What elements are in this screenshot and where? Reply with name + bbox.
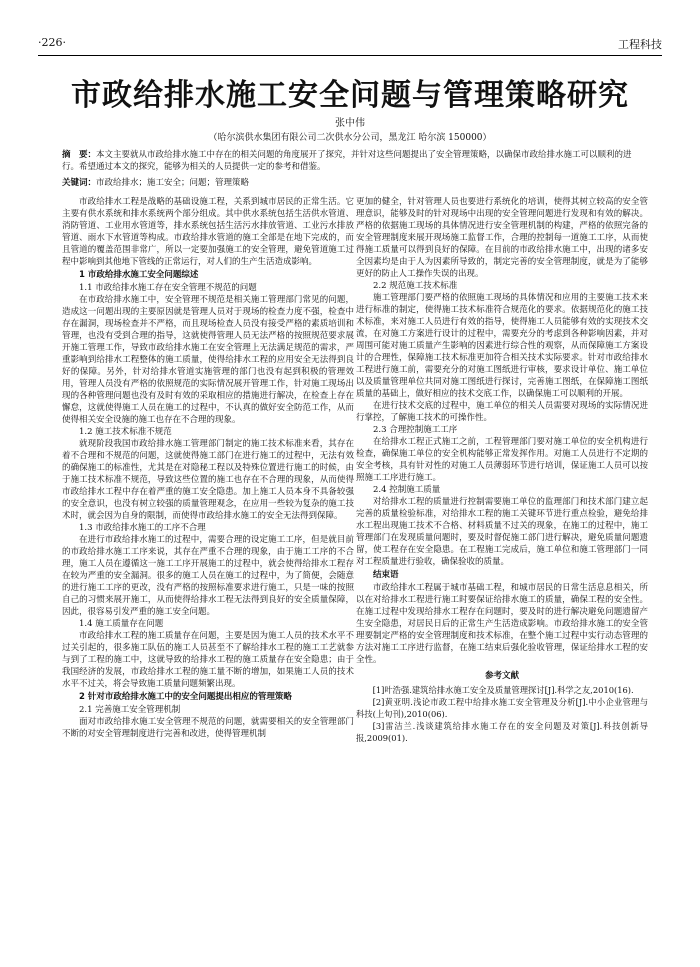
references-list bbox=[356, 684, 648, 744]
paragraph: 市政给排水工程是战略的基础设施工程，关系到城市居民的正常生活。它主要有供水系统和排水系统两个部分组成。其中供水系统包括生活供水管道、消防管道、工业用水管道等，排水系统包括生活污水排放管道、工业污水排放管道、雨水下水管道等构成。市政给排水管道的施工全部是在地下完成的，而且管道的覆盖范围非常广，所以一定要加强施工的安全管理，避免管道施工过程中影响到其他地下管线的正常运行，对人们的生产生活造成影响。 bbox=[62, 197, 354, 267]
keywords bbox=[62, 176, 638, 188]
paragraph: 面对市政给排水施工安全管理不规范的问题，就需要相关的安全管理部门不断的对安全管理制度进行完善和改进，使得管理机制 bbox=[62, 717, 354, 739]
keywords-label: 关键词： bbox=[62, 178, 97, 188]
paragraph: 对给排水工程的质量进行控制需要施工单位的监理部门和技术部门建立起完善的质量检验标准，对给排水工程的施工关键环节进行重点检验，避免给排水工程出现施工技术不合格、材料质量不过关的现象，在施工的过程中，施工管理部门在发现质量问题时，要及时督促施工部门进行解决，避免质量问题遗留，使工程存在安全隐患。在工程施工完成后，施工单位和施工管理部门一同对工程质量进行验收，确保验收的质量。 bbox=[356, 497, 648, 567]
header-rule bbox=[38, 55, 662, 56]
paragraph: 施工管理部门要严格的依照施工现场的具体情况和应用的主要施工技术来进行标准的制定，使得施工技术标准符合规范化的要求。依据规范化的施工技术标准，来对施工人员进行有效的指导，使得施工人员能够有效的实现技术交流，在对施工方案进行设计的过程中，需要充分的考虑到各种影响因素，并对周围可能对施工质量产生影响的因素进行综合性的观察，从而保障施工方案设计的合理性，保障施工技术标准更加符合相关技术实际要求。针对市政给排水工程进行施工前，需要充分的对施工图纸进行审核，要求设计单位、施工单位以及质量管理单位共同对施工图纸进行探讨，完善施工图纸，在保障施工图纸质量的基础上，做好相应的技术交底工作，以确保施工可以顺利的开展。 bbox=[356, 293, 648, 399]
affiliation: （哈尔滨供水集团有限公司二次供水分公司，黑龙江 哈尔滨 150000） bbox=[208, 133, 492, 143]
abstract-text: 本文主要就从市政给排水施工中存在的相关问题的角度展开了探究，并针对这些问题提出了安全管理策略，以确保市政给排水施工可以顺利的进行。希望通过本文的探究，能够为相关的人员提供一定的参考和借鉴。 bbox=[62, 150, 632, 172]
journal-section: 工程科技 bbox=[618, 38, 662, 51]
section-heading: 1.1 市政给排水施工存在安全管理不规范的问题 bbox=[79, 283, 257, 293]
reference-item: [1]叶浩强.建筑给排水施工安全及质量管理探讨[J].科学之友,2010(16). bbox=[372, 685, 634, 695]
section-heading: 结束语 bbox=[373, 570, 399, 580]
section-heading: 1.2 施工技术标准不规范 bbox=[79, 427, 172, 437]
paragraph: 在给排水工程正式施工之前，工程管理部门要对施工单位的安全机构进行检查，确保施工单位的安全机构能够正常发挥作用。对施工人员进行不定期的安全考核，具有针对性的对施工人员薄弱环节进行培训，保证施工人员可以按照施工工序进行施工。 bbox=[356, 437, 648, 483]
section-heading: 2.1 完善施工安全管理机制 bbox=[79, 705, 181, 715]
page-number: ·226· bbox=[38, 36, 66, 49]
running-header bbox=[38, 36, 662, 52]
section-heading: 1.3 市政给排水施工的工序不合理 bbox=[79, 523, 206, 533]
section-heading: 2 针对市政给排水施工中的安全问题提出相应的管理策略 bbox=[79, 692, 292, 702]
abstract bbox=[62, 149, 638, 173]
paragraph: 更加的健全，针对管理人员也要进行系统化的培训，使得其树立较高的安全管理意识，能够及时的针对现场中出现的安全管理问题进行发现和有效的解决。严格的依据施工现场的具体情况进行安全管理机制的构建，严格的依照完备的安全管理制度来展开现场施工监督工作，合理的控制每一道施工工序，从而使得施工质量可以得到良好的保障。在目前的市政给排水施工中，出现的诸多安全因素均是由于人为因素所导致的，制定完善的安全管理制度，就是为了能够更好的防止人工操作失误的出现。 bbox=[356, 197, 648, 279]
left-column bbox=[62, 196, 354, 740]
section-heading: 2.2 规范施工技术标准 bbox=[373, 281, 458, 291]
references-title: 参考文献 bbox=[484, 671, 519, 681]
section-heading: 1.4 施工质量存在问题 bbox=[79, 619, 164, 629]
paragraph: 市政给排水工程的施工质量存在问题，主要是因为施工人员的技术水平不过关引起的，很多施工队伍的施工人员甚至不了解给排水工程的施工工艺就参与到了工程的施工中，这就导致的给排水工程的施工质量存在安全隐患；由于我国经济的发展，市政给排水工程的施工量不断的增加，如果施工人员的技术水平不过关，将会导致施工质量问题频繁出现。 bbox=[62, 631, 354, 689]
section-heading: 1 市政给排水施工安全问题综述 bbox=[79, 270, 199, 280]
paragraph: 在进行市政给排水施工的过程中，需要合理的设定施工工序，但是就目前的市政给排水施工工序来说，其存在严重不合理的现象，由于施工工序的不合理，施工人员在遵循这一施工工序开展施工的过程中，就会使得给排水工程存在较为严重的安全漏洞。很多的施工人员在施工的过程中，为了简便，会随意的进行施工工序的更改，没有严格的按照标准要求进行施工，只是一味的按照自己的习惯来展开施工，从而使得给排水工程无法得到良好的安全质量保障，因此，很容易引发严重的施工安全问题。 bbox=[62, 535, 354, 617]
author: 张中伟 bbox=[335, 118, 365, 129]
right-column bbox=[356, 196, 648, 744]
keywords-text: 市政给排水；施工安全；问题；管理策略 bbox=[96, 178, 250, 188]
paragraph: 在市政给排水施工中，安全管理不规范是相关施工管理部门常见的问题，造成这一问题出现的主要原因就是管理人员对于现场的检查力度不强，检查中存在漏洞，现场检查并不严格，而且现场检查人员没有接受严格的素质培训和管理，也没有受到合理的指导，这就使得管理人员无法严格的按照规范要求展开施工管理工作，导致市政给排水施工在安全管理上无法满足规范的需求，严重影响到给排水工程整体的施工质量，使得给排水工程的应用安全无法得到良好的保障。另外，针对给排水管道实施管理的部门也没有起到积极的管理效用，管理人员没有严格的依照规范的实际情况展开管理工作，针对施工现场出现的各种管理问题也没有及时有效的采取相应的措施进行解决，在检查上存在懈怠，这就使得施工人员在施工的过程中，不认真的做好安全防范工作，从而使得相关安全设施的施工也存在不合理的现象。 bbox=[62, 295, 354, 425]
paragraph: 在进行技术交底的过程中，施工单位的相关人员需要对现场的实际情况进行掌控，了解施工技术的可操作性。 bbox=[356, 401, 648, 423]
section-heading: 2.4 控制施工质量 bbox=[373, 485, 441, 495]
paragraph: 市政给排水工程属于城市基础工程，和城市居民的日常生活息息相关，所以在对给排水工程进行施工时要保证给排水施工的质量，确保工程的安全性。在施工过程中发现给排水工程存在问题时，要及时的进行解决避免问题遗留产生安全隐患，对居民日后的正常生产生活造成影响。市政给排水施工的安全管理要制定严格的安全管理制度和技术标准，在整个施工过程中实行动态管理的方法对施工工序进行监督，在施工结束后强化验收管理，保证给排水工程的安全性。 bbox=[356, 583, 648, 665]
paragraph: 就现阶段我国市政给排水施工管理部门制定的施工技术标准来看，其存在着不合理和不规范的问题，这就使得施工部门在进行施工的过程中，无法有效的确保施工的标准性，尤其是在对隐秘工程以及特殊位置进行施工的时候，由于施工技术标准不规范，导致这些位置的施工也存在不合理的现象，从而使得市政给排水工程中存在着严重的施工安全隐患。加上施工人员本身不具备较强的安全意识，也没有树立较强的质量管理观念，在应用一些较为复杂的施工技术时，就会因为自身的限制，而使得市政给排水施工的安全无法得到保障。 bbox=[62, 439, 354, 521]
reference-item: [3]雷洁兰.浅谈建筑给排水施工存在的安全问题及对策[J].科技创新导报,2009(01). bbox=[356, 721, 648, 743]
reference-item: [2]黄亚明.浅论市政工程中给排水施工安全管理及分析[J].中小企业管理与科技(上旬刊),2010(06). bbox=[356, 697, 648, 719]
paper-title: 市政给排水施工安全问题与管理策略研究 bbox=[71, 78, 629, 113]
abstract-label: 摘 要： bbox=[62, 150, 97, 160]
section-heading: 2.3 合理控制施工工序 bbox=[373, 425, 458, 435]
